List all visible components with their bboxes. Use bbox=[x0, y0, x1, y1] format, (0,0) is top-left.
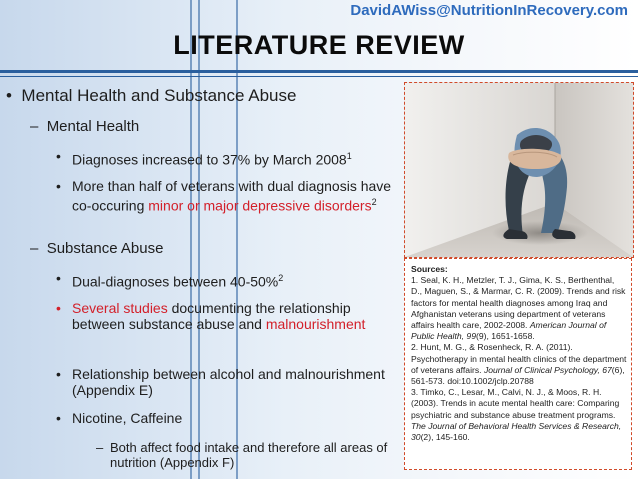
list-item-nicotine: • Nicotine, Caffeine bbox=[56, 410, 183, 426]
list-item-dual-diagnosis: • More than half of veterans with dual diagnosis have co-occuring minor or major depressive disorders$^2$ bbox=[56, 178, 392, 214]
subheading-substance-abuse: – Substance Abuse bbox=[30, 240, 164, 257]
distressed-person-photo bbox=[405, 83, 633, 257]
list-item-alcohol: • Relationship between alcohol and malnourishment (Appendix E) bbox=[56, 366, 385, 398]
list-item-dual-diagnoses-rate: • Dual-diagnoses between 40-50%$^2$ bbox=[56, 270, 284, 290]
photo-frame bbox=[404, 82, 634, 258]
list-item-diagnoses: • Diagnoses increased to 37% by March 2008$^1$ bbox=[56, 148, 352, 168]
watermark: DavidAWiss@NutritionInRecovery.com bbox=[350, 2, 628, 19]
bullet-main: • Mental Health and Substance Abuse bbox=[6, 86, 297, 105]
title-rule-thin bbox=[0, 76, 638, 77]
reference-2: 2. Hunt, M. G., & Rosenheck, R. A. (2011). Psychotherapy in mental health clinics of the department of veterans affairs. Journal of Clinical Psychology, 67(6), 561-573. doi:10.1002/jclp.20788 bbox=[411, 342, 627, 387]
reference-3: 3. Timko, C., Lesar, M., Calvi, N. J., & Moos, R. H. (2003). Trends in acute mental health care: Comparing psychiatric and substance abuse treatment programs. The Journal of Behavioral Health Services & Research, 30(2), 145-160. bbox=[411, 387, 622, 443]
sources-box bbox=[404, 258, 632, 470]
title-rule bbox=[0, 70, 638, 73]
list-item-food-intake: – Both affect food intake and therefore all areas of nutrition (Appendix F) bbox=[96, 440, 388, 470]
subheading-mental-health: – Mental Health bbox=[30, 118, 140, 135]
reference-1: 1. Seal, K. H., Metzler, T. J., Gima, K. S., Berthenthal, D., Maguen, S., & Marmar, C. R. (2009). Trends and risk factors for mental health diagnoses among Iraq and Afghanistan veterans using department of veterans affairs health care, 2002-2008. American Journal of Public Health, 99(9), 1651-1658. bbox=[411, 275, 626, 342]
list-item-several-studies: • Several studies documenting the relationship between substance abuse and malnourishment bbox=[56, 300, 366, 332]
bullet-main-text: Mental Health and Substance Abuse bbox=[21, 86, 297, 105]
sources-heading: Sources: bbox=[411, 264, 448, 274]
slide-title: LITERATURE REVIEW bbox=[173, 30, 465, 60]
